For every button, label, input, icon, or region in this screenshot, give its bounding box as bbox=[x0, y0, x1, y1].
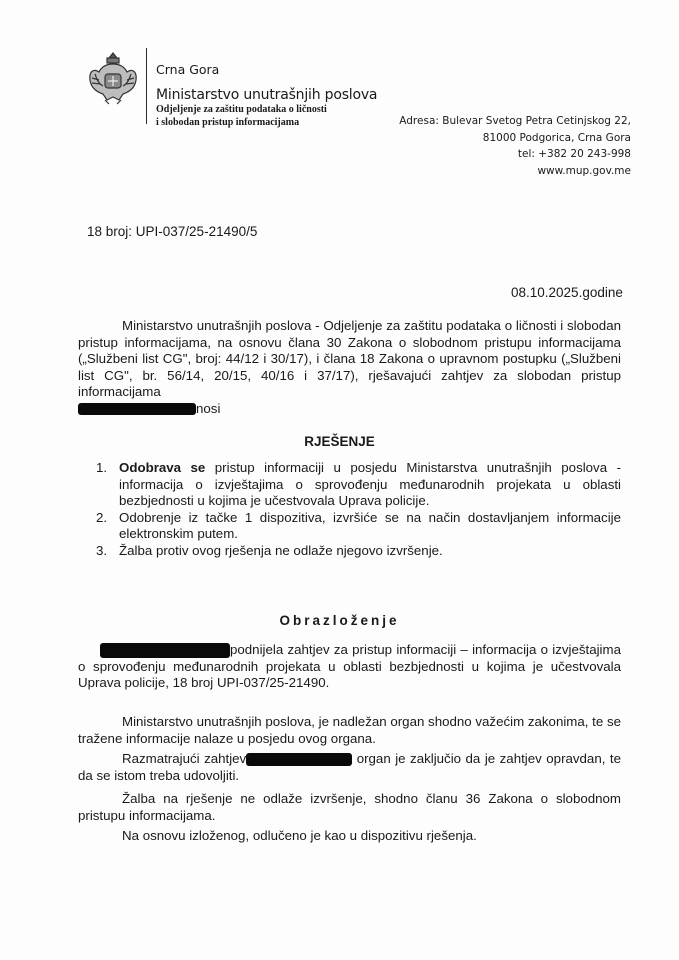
redacted-block bbox=[246, 753, 352, 766]
p5-text: Na osnovu izloženog, odlučeno je kao u dispozitivu rješenja. bbox=[122, 828, 477, 843]
intro-paragraph bbox=[78, 318, 621, 417]
decision-item bbox=[96, 543, 621, 560]
website: www.mup.gov.me bbox=[537, 164, 631, 177]
p2-text: Ministarstvo unutrašnjih poslova, je nadležan organ shodno važećim zakonima, te se tražene informacije nalaze u posjedu ovog organa. bbox=[78, 714, 621, 746]
coat-of-arms-icon bbox=[87, 50, 139, 106]
item-body: Odobrenje iz tačke 1 dispozitiva, izvršiće se na način dostavljanjem informacije elektronskim putem. bbox=[119, 509, 621, 541]
item-body: pristup informaciji u posjedu Ministarstva unutrašnjih poslova - informacija o izvještajima o sprovođenju međunarodnih projekata u oblasti bezbjednosti u kojima je učestvovala Uprava policije. bbox=[119, 460, 621, 508]
department-line-1: Odjeljenje za zaštitu podataka o ličnosti bbox=[156, 104, 327, 115]
intro-text: Ministarstvo unutrašnjih poslova - Odjeljenje za zaštitu podataka o ličnosti i slobodan pristup informacijama, na osnovu člana 30 Zakona o slobodnom pristupu informacijama („Službeni list CG", broj: 44/12 i 30/17), i člana 18 Zakona o upravnom postupku („Službeni list CG", br. 56/14, 20/15, 40/16 i 37/17), rješavajući zahtjev za slobodan pristup informacijama bbox=[78, 318, 621, 399]
redacted-block bbox=[100, 643, 230, 658]
reasoning-heading: Obrazloženje bbox=[279, 613, 400, 628]
department-line-2: i slobodan pristup informacijama bbox=[156, 117, 300, 128]
item-text bbox=[119, 460, 621, 510]
country-name: Crna Gora bbox=[156, 62, 220, 77]
p4-text: Žalba na rješenje ne odlaže izvršenje, shodno članu 36 Zakona o slobodnom pristupu informacijama. bbox=[78, 791, 621, 823]
decision-heading: RJEŠENJE bbox=[304, 434, 375, 449]
address-line-2: 81000 Podgorica, Crna Gora bbox=[482, 131, 631, 144]
phone: tel: +382 20 243-998 bbox=[517, 148, 631, 160]
reasoning-paragraph-4 bbox=[78, 791, 621, 824]
department-name bbox=[156, 103, 327, 129]
reasoning-paragraph-2 bbox=[78, 714, 621, 747]
p3-text-start: Razmatrajući zahtjev bbox=[122, 751, 247, 766]
item-number: 2. bbox=[96, 509, 108, 525]
header-divider bbox=[146, 48, 147, 124]
reasoning-paragraph-3 bbox=[78, 751, 621, 784]
item-number: 1. bbox=[96, 460, 108, 475]
p3-text-end: organ je zaključio da je zahtjev opravdan, te da se istom treba udovoljiti. bbox=[78, 751, 621, 783]
contact-block bbox=[399, 113, 631, 179]
reasoning-paragraph-1 bbox=[78, 642, 621, 692]
item-number: 3. bbox=[96, 542, 108, 558]
item-body: Žalba protiv ovog rješenja ne odlaže njegovo izvršenje. bbox=[119, 542, 443, 558]
reference-number: 18 broj: UPI-037/25-21490/5 bbox=[87, 224, 258, 239]
item-bold: Odobrava se bbox=[119, 460, 206, 475]
document-date: 08.10.2025.godine bbox=[511, 285, 623, 300]
decision-item bbox=[96, 510, 621, 543]
intro-tail: nosi bbox=[196, 400, 221, 416]
decision-item bbox=[96, 460, 621, 510]
redacted-block bbox=[78, 403, 196, 415]
address-line-1: Adresa: Bulevar Svetog Petra Cetinjskog 22, bbox=[399, 115, 631, 127]
p1-text: podnijela zahtjev za pristup informaciji – informacija o izvještajima o sprovođenju međunarodnih projekata u oblasti bezbjednosti u kojima je učestvovala Uprava policije, 18 broj UPI-037/25-21490. bbox=[78, 642, 621, 690]
decision-list bbox=[96, 460, 621, 559]
ministry-name: Ministarstvo unutrašnjih poslova bbox=[156, 87, 378, 103]
reasoning-paragraph-5 bbox=[78, 828, 621, 845]
